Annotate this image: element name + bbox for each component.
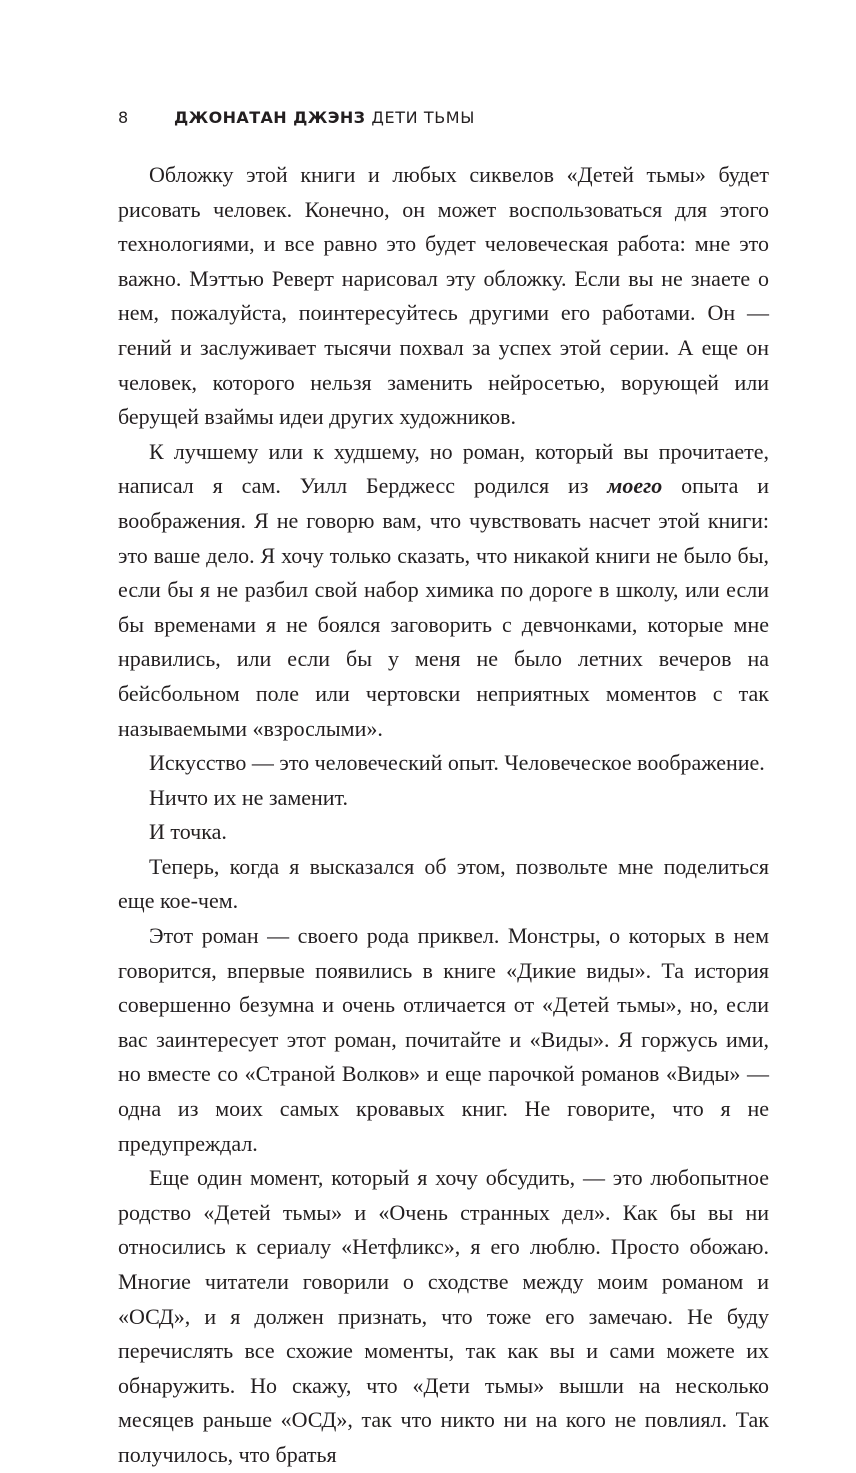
- body-text: [118, 158, 769, 1473]
- author-name: ДЖОНАТАН ДЖЭНЗ: [174, 108, 366, 127]
- running-header: [118, 106, 475, 130]
- paragraph: Еще один момент, который я хочу обсудить, — это любопытное родство «Детей тьмы» и «Очень странных дел». Как бы вы ни относились к сериалу «Нетфликс», я его люблю. Просто обожаю. Многие читатели говорили о сходстве между моим романом и «ОСД», и я должен признать, что тоже его замечаю. Не буду перечислять все схожие моменты, так как вы и сами можете их обнаружить. Но скажу, что «Дети тьмы» вышли на несколько месяцев раньше «ОСД», так что никто ни на кого не повлиял. Так получилось, что братья: [118, 1165, 769, 1467]
- paragraph: И точка.: [149, 819, 227, 845]
- paragraph: Ничто их не заменит.: [149, 784, 349, 810]
- page-number: 8: [118, 108, 129, 127]
- paragraph: Теперь, когда я высказался об этом, позвольте мне поделиться еще кое-чем.: [118, 853, 769, 914]
- emphasized-word: моего: [607, 473, 663, 499]
- book-title: ДЕТИ ТЬМЫ: [371, 108, 475, 127]
- paragraph: Искусство — это человеческий опыт. Человеческое воображение.: [149, 750, 765, 776]
- paragraph: Этот роман — своего рода приквел. Монстры, о которых в нем говорится, впервые появились в книге «Дикие виды». Та история совершенно безумна и очень отличается от «Детей тьмы», но, если вас заинтересует этот роман, почитайте и «Виды». Я горжусь ими, но вместе со «Страной Волков» и еще парочкой романов «Виды» — одна из моих самых кровавых книг. Не говорите, что я не предупреждал.: [118, 923, 769, 1156]
- paragraph-text: К лучшему или к худшему, но роман, который вы прочитаете, написал я сам. Уилл Берджесс родился из: [118, 438, 769, 499]
- paragraph: [118, 435, 769, 746]
- paragraph-text: опыта и воображения. Я не говорю вам, что чувствовать насчет этой книги: это ваше дело. Я хочу только сказать, что никакой книги не было бы, если бы я не разбил свой набор химика по дороге в школу, или если бы временами я не боялся заговорить с девчонками, которые мне нравились, или если бы у меня не было летних вечеров на бейсбольном поле или чертовски неприятных моментов с так называемыми «взрослыми».: [118, 473, 769, 741]
- paragraph: Обложку этой книги и любых сиквелов «Детей тьмы» будет рисовать человек. Конечно, он может воспользоваться для этого технологиями, и все равно это будет человеческая работа: мне это важно. Мэттью Реверт нарисовал эту обложку. Если вы не знаете о нем, пожалуйста, поинтересуйтесь другими его работами. Он — гений и заслуживает тысячи похвал за успех этой серии. А еще он человек, которого нельзя заменить нейросетью, ворующей или берущей взаймы идеи других художников.: [118, 162, 769, 430]
